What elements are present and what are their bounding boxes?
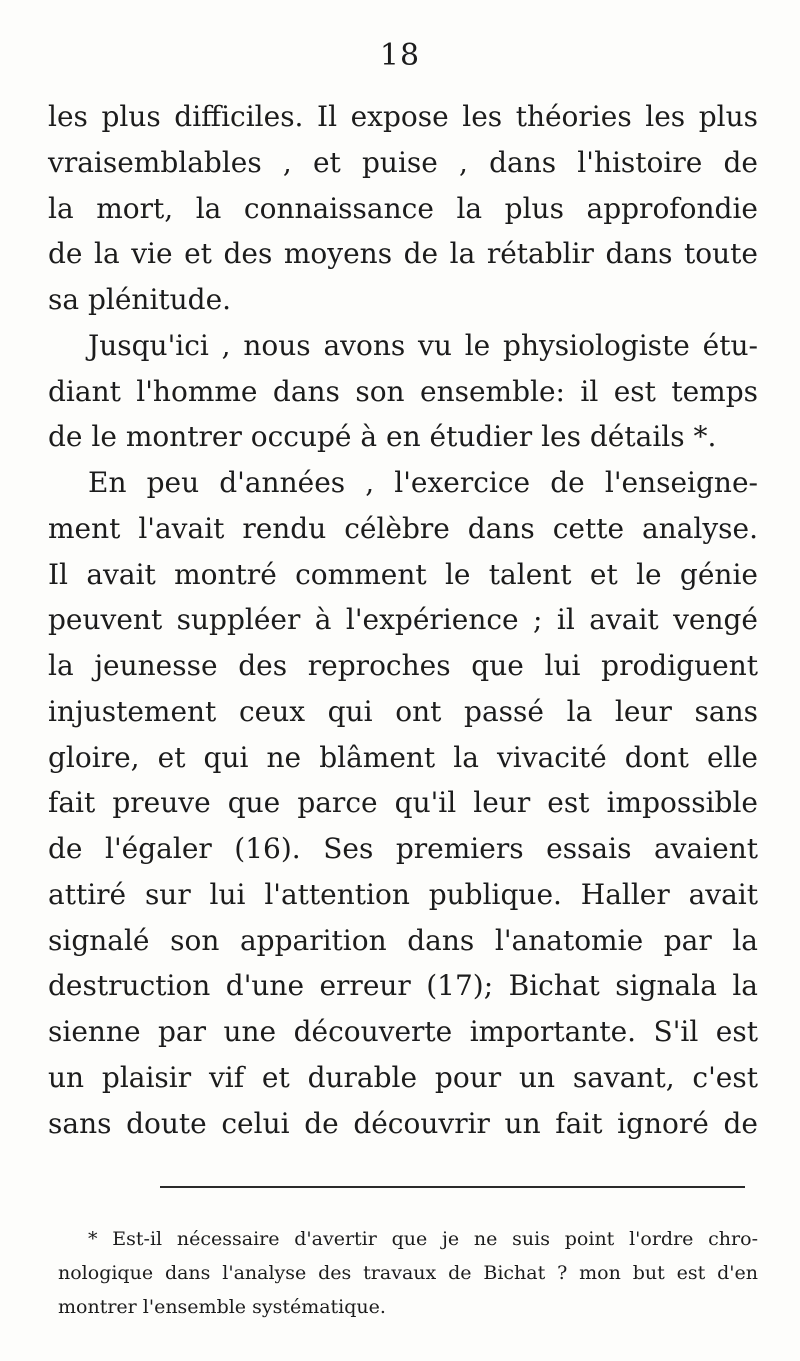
footnote <box>58 1222 758 1324</box>
text-line: la jeunesse des reproches que lui prodiguent <box>48 649 758 682</box>
text-line: ment l'avait rendu célèbre dans cette analyse. <box>48 511 758 545</box>
footnote-line: montrer l'ensemble systématique. <box>58 1296 386 1318</box>
text-line: sans doute celui de découvrir un fait ignoré de <box>48 1106 758 1140</box>
text-line: les plus difficiles. Il expose les théories les plus <box>48 100 758 133</box>
page-number: 18 <box>379 38 421 73</box>
text-line: attiré sur lui l'attention publique. Haller avait <box>48 877 758 911</box>
main-text <box>48 94 758 1146</box>
text-line: de l'égaler (16). Ses premiers essais avaient <box>48 832 758 865</box>
text-line: fait preuve que parce qu'il leur est impossible <box>48 786 758 820</box>
text-line: vraisemblables , et puise , dans l'histoire de <box>48 145 758 179</box>
text-line: diant l'homme dans son ensemble: il est temps <box>48 374 758 408</box>
text-line: destruction d'une erreur (17); Bichat signala la <box>48 969 758 1003</box>
text-line: de le montrer occupé à en étudier les détails *. <box>48 420 717 454</box>
text-line: signalé son apparition dans l'anatomie par la <box>48 923 758 957</box>
text-line: un plaisir vif et durable pour un savant, c'est <box>48 1060 758 1094</box>
text-line: peuvent suppléer à l'expérience ; il avait vengé <box>48 603 758 637</box>
footnote-line: * Est-il nécessaire d'avertir que je ne suis point l'ordre chro- <box>88 1228 758 1250</box>
text-line: la mort, la connaissance la plus approfondie <box>48 191 758 225</box>
footnote-divider <box>160 1186 745 1188</box>
text-line: injustement ceux qui ont passé la leur sans <box>48 694 758 728</box>
text-line: sa plénitude. <box>48 283 232 316</box>
text-line: En peu d'années , l'exercice de l'enseigne- <box>88 466 758 499</box>
text-line: gloire, et qui ne blâment la vivacité dont elle <box>48 740 758 774</box>
text-line: Jusqu'ici , nous avons vu le physiologiste étu- <box>88 328 758 362</box>
text-line: de la vie et des moyens de la rétablir dans toute <box>48 237 758 271</box>
text-line: Il avait montré comment le talent et le génie <box>48 557 758 591</box>
footnote-line: nologique dans l'analyse des travaux de Bichat ? mon but est d'en <box>58 1262 758 1284</box>
text-line: sienne par une découverte importante. S'il est <box>48 1015 758 1048</box>
